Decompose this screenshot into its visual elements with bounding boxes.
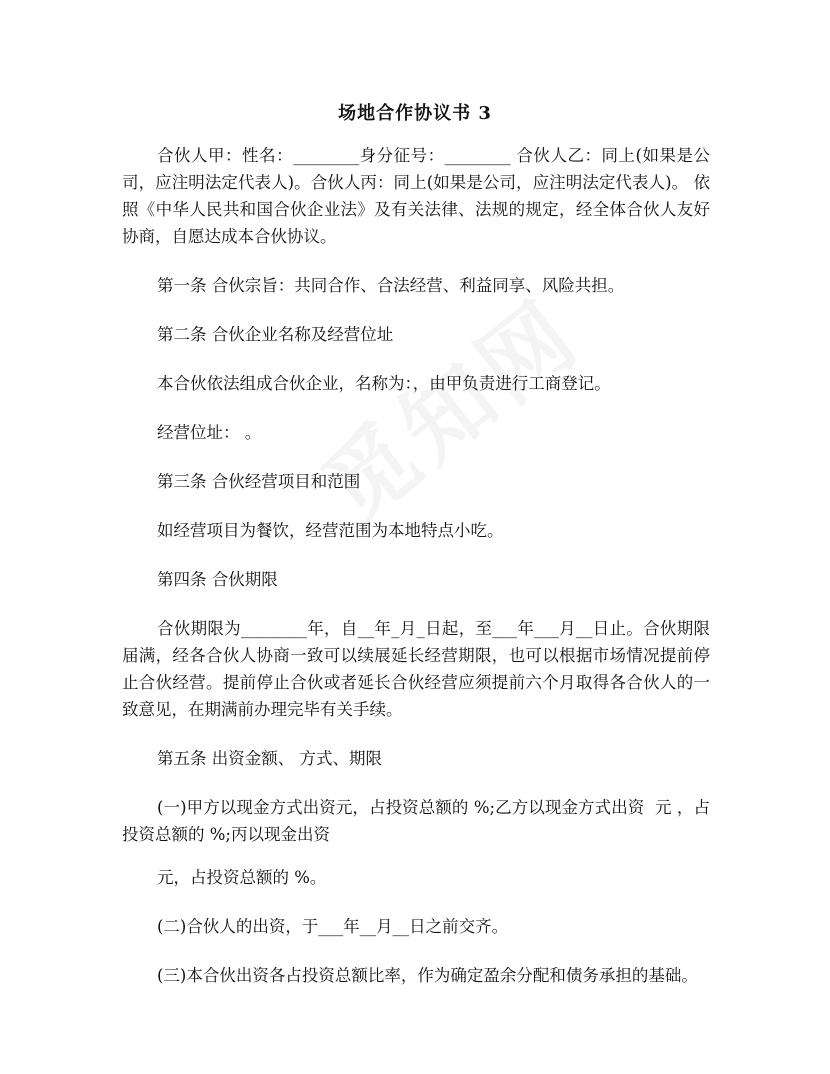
document-title: 场地合作协议书 3 [338,103,492,124]
paragraph-term: 合伙期限为________年，自__年_月_日起，至___年___月__日止。合伙期限届满，经各合伙人协商一致可以续展延长经营期限，也可以根据市场情况提前停止合伙经营。提前停止合伙或者延长合伙经营应须提前六个月取得各合伙人的一致意见，在期满前办理完毕有关手续。 [122,619,710,719]
paragraph-article-4-heading: 第四条 合伙期限 [157,570,278,589]
paragraph-article-5-heading: 第五条 出资金额、 方式、期限 [157,749,382,768]
paragraph-business-address: 经营位址： 。 [157,423,262,442]
paragraph-article-1: 第一条 合伙宗旨：共同合作、合法经营、利益同享、风险共担。 [157,276,625,295]
paragraph-partners: 合伙人甲：性名：________身分征号：________ 合伙人乙：同上(如果是公司，应注明法定代表人)。合伙人丙：同上(如果是公司，应注明法定代表人)。 依照《中华人民共和国合伙企业法》及有关法律、法规的规定，经全体合伙人友好协商，自愿达成本合伙协议。 [122,146,710,246]
paragraph-contribution-3: (三)本合伙出资各占投资总额比率，作为确定盈余分配和债务承担的基础。 [157,966,698,985]
paragraph-contribution-1-cont: 元，占投资总额的 %。 [157,868,327,887]
document-body [122,142,710,1011]
paragraph-business-scope: 如经营项目为餐饮，经营范围为本地特点小吃。 [157,521,504,540]
paragraph-article-2-heading: 第二条 合伙企业名称及经营位址 [157,325,394,344]
paragraph-contribution-1: (一)甲方以现金方式出资元，占投资总额的 %;乙方以现金方式出资 元 ，占投资总额的 %;丙以现金出资 [122,798,710,844]
paragraph-enterprise-name: 本合伙依法组成合伙企业，名称为：，由甲负责进行工商登记。 [157,374,611,393]
paragraph-article-3-heading: 第三条 合伙经营项目和范围 [157,472,361,491]
paragraph-contribution-2: (二)合伙人的出资，于___年__月__日之前交齐。 [157,917,509,936]
